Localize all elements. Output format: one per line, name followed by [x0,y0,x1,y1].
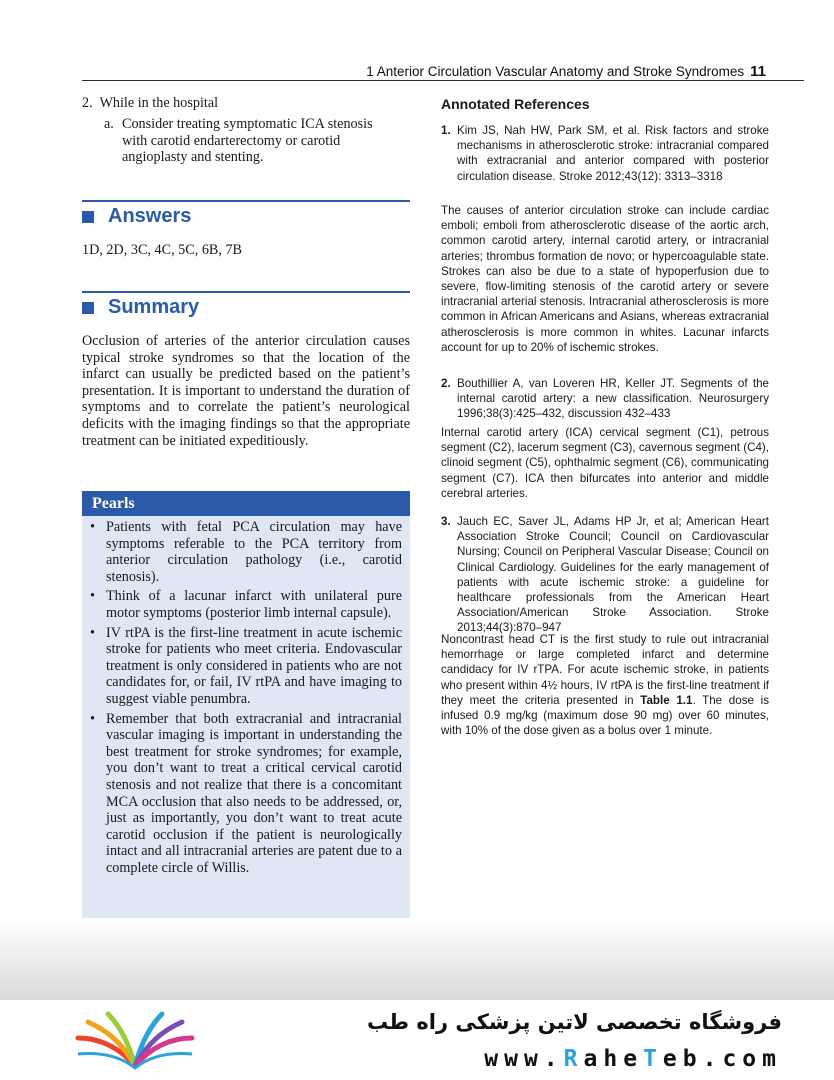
reference-number: 3. [441,515,451,528]
pearl-item: • Patients with fetal PCA circulation may have symptoms referable to the PCA territory from anterior circulation pathology (i.e., carotid stenosis). [106,519,402,585]
annotation-text: . The dose is infused 0.9 mg/kg (maximum dose 90 mg) over 60 minutes, with 10% of the dose given as a bolus over 1 minute. [441,693,769,738]
running-title: 1 Anterior Circulation Vascular Anatomy and Stroke Syndromes [366,64,745,79]
header-rule [82,80,804,81]
reference-citation: Bouthillier A, van Loveren HR, Keller JT. Segments of the internal carotid artery: a new classification. Neurosurgery 1996;38(3):425–432, discussion 432–433 [457,377,769,421]
list-item-2a [104,116,394,166]
page-bottom-shadow [0,920,834,1000]
open-book-logo-icon [70,1008,200,1072]
reference-3 [441,514,769,636]
url-part: eb.com [662,1046,782,1072]
list-text: Consider treating symptomatic ICA stenosis with carotid endarterectomy or carotid angioplasty and stenting. [122,116,373,166]
reference-number: 1. [441,124,451,137]
pearl-item: • Remember that both extracranial and intracranial vascular imaging is important in understanding the best treatment for stroke syndromes; for example, you don’t want to treat a critical cervical carotid stenosis and not realize that there is a concomitant MCA occlusion that also needs to be addressed, or, just as importantly, you don’t want to treat acute carotid occlusion if the patient is neurologically intact and all intracranial arteries are patent due to a complete circle of Willis. [106,711,402,877]
square-bullet-icon [82,302,94,314]
pearls-box [82,491,410,918]
list-item-2 [82,95,410,112]
summary-paragraph: Occlusion of arteries of the anterior circulation causes typical stroke syndromes so that the location of the infarct can usually be predicted based on the patient’s presentation. It is important to understand the duration of symptoms and to correlate the patient’s neurological deficits with the imaging findings so that the appropriate treatment can be initiated expeditiously. [82,333,410,449]
running-header [366,63,766,80]
reference-citation: Jauch EC, Saver JL, Adams HP Jr, et al; American Heart Association Stroke Council; Council on Cardiovascular Nursing; Council on Peripheral Vascular Disease; Council on Clinical Cardiology. Guidelines for the early management of patients with acute ischemic stroke: a guideline for healthcare professionals from the American Heart Association/American Stroke Association. Stroke 2013;44(3):870–947 [457,515,769,635]
url-part: ahe [583,1046,644,1072]
references-heading: Annotated References [441,96,590,112]
reference-1 [441,123,769,184]
answers-heading [82,205,410,228]
url-accent: T [643,1046,663,1072]
annotation-text: Noncontrast head CT is the first study to rule out intracranial hemorrhage or large completed infarct and determine candidacy for IV rTPA. For acute ischemic stroke, in patients who present within 4½ hours, IV rtPA is the first-line treatment if they meet the criteria presented in [441,633,769,707]
url-part: www. [484,1046,564,1072]
url-accent: R [563,1046,584,1072]
summary-rule [82,291,410,293]
pearls-list [82,516,410,876]
reference-3-annotation [441,632,769,738]
list-text: While in the hospital [99,95,219,111]
answers-rule [82,200,410,202]
square-bullet-icon [82,211,94,223]
list-label: a. [104,116,114,132]
answers-text: 1D, 2D, 3C, 4C, 5C, 6B, 7B [82,242,243,258]
reference-citation: Kim JS, Nah HW, Park SM, et al. Risk factors and stroke mechanisms in atherosclerotic stroke: intracranial compared with extracranial and anterior compared with posterior circulation disease. Stroke 2012;43(12): 3313–3318 [457,124,769,183]
reference-2 [441,376,769,422]
page-number: 11 [750,63,766,80]
summary-heading-text: Summary [108,296,200,318]
pearls-heading: Pearls [82,491,410,516]
reference-2-annotation: Internal carotid artery (ICA) cervical segment (C1), petrous segment (C2), lacerum segment (C3), cavernous segment (C4), clinoid segment (C5), ophthalmic segment (C6), communicating segment (C7). ICA then bifurcates into anterior and middle cerebral arteries. [441,426,769,500]
answers-heading-text: Answers [108,205,192,227]
store-name-persian: فروشگاه تخصصی لاتین پزشکی راه طب [367,1010,782,1034]
reference-number: 2. [441,377,451,390]
summary-heading [82,296,410,319]
website-url[interactable] [484,1046,782,1072]
list-label: 2. [82,95,93,111]
pearl-item: • IV rtPA is the first-line treatment in acute ischemic stroke for patients who meet criteria. Endovascular treatment is only considered in patients who are not candidates for, or fail, IV rtPA and have imaging to suggest viable penumbra. [106,625,402,708]
pearl-item: • Think of a lacunar infarct with unilateral pure motor symptoms (posterior limb internal capsule). [106,588,402,621]
reference-1-annotation: The causes of anterior circulation stroke can include cardiac emboli; emboli from atherosclerotic disease of the aortic arch, common carotid artery, internal carotid artery, or intracranial arteries; thrombus formation de novo; or hypercoagulable state. Strokes can also be due to a state of hypoperfusion due to severe, flow-limiting stenosis of the carotid artery or severe intracranial arterial stenosis. Intracranial atherosclerosis is more common in African Americans and Asians, whereas extracranial atherosclerosis is more common in whites. Lacunar infarcts account for up to 20% of ischemic strokes. [441,204,769,354]
table-reference-link[interactable]: Table 1.1 [640,693,693,707]
